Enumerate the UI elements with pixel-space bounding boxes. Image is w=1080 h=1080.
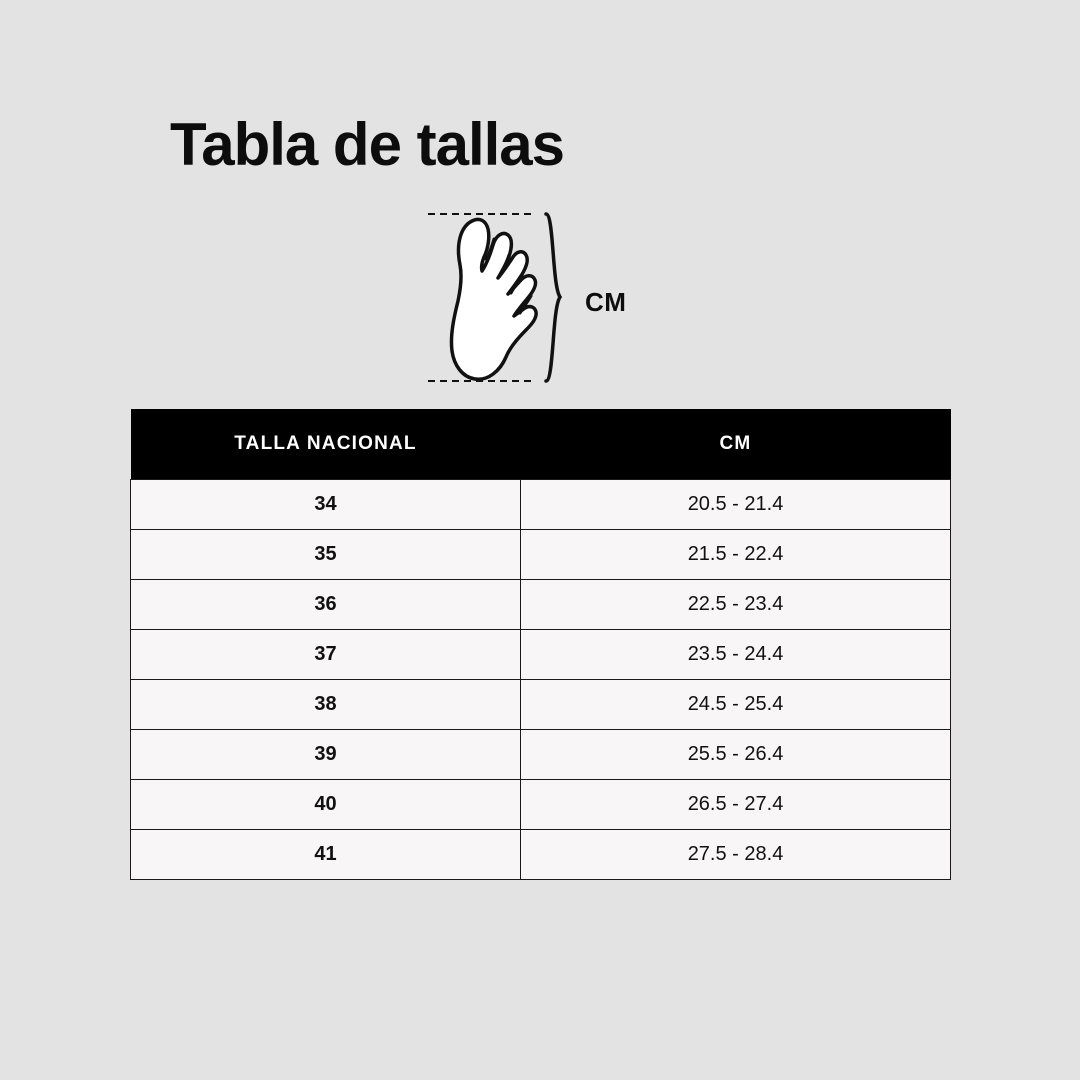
cell-talla: 38 <box>131 680 521 730</box>
cell-cm: 23.5 - 24.4 <box>521 630 951 680</box>
size-table-wrapper <box>130 409 950 880</box>
cell-cm: 26.5 - 27.4 <box>521 780 951 830</box>
table-row <box>131 680 951 730</box>
cell-talla: 34 <box>131 480 521 530</box>
table-row <box>131 780 951 830</box>
measure-bracket <box>546 214 560 381</box>
cm-bracket-label: CM <box>585 287 627 317</box>
column-header-cm: CM <box>521 409 951 480</box>
footprint-diagram-svg <box>420 205 680 395</box>
table-row <box>131 730 951 780</box>
cell-talla: 36 <box>131 580 521 630</box>
table-header-row <box>131 409 951 480</box>
cell-talla: 41 <box>131 830 521 880</box>
cell-talla: 39 <box>131 730 521 780</box>
cell-cm: 25.5 - 26.4 <box>521 730 951 780</box>
table-row <box>131 630 951 680</box>
page-title: Tabla de tallas <box>170 111 565 178</box>
foot-measure-diagram <box>420 205 680 395</box>
table-row <box>131 480 951 530</box>
cell-cm: 27.5 - 28.4 <box>521 830 951 880</box>
table-row <box>131 580 951 630</box>
cell-talla: 40 <box>131 780 521 830</box>
cell-talla: 37 <box>131 630 521 680</box>
table-row <box>131 830 951 880</box>
size-table <box>130 409 951 880</box>
column-header-talla-nacional: TALLA NACIONAL <box>131 409 521 480</box>
cell-cm: 21.5 - 22.4 <box>521 530 951 580</box>
table-body <box>131 480 951 880</box>
table-row <box>131 530 951 580</box>
footprint-outline-icon <box>451 219 536 379</box>
cell-talla: 35 <box>131 530 521 580</box>
cell-cm: 22.5 - 23.4 <box>521 580 951 630</box>
table-header <box>131 409 951 480</box>
cell-cm: 24.5 - 25.4 <box>521 680 951 730</box>
cell-cm: 20.5 - 21.4 <box>521 480 951 530</box>
